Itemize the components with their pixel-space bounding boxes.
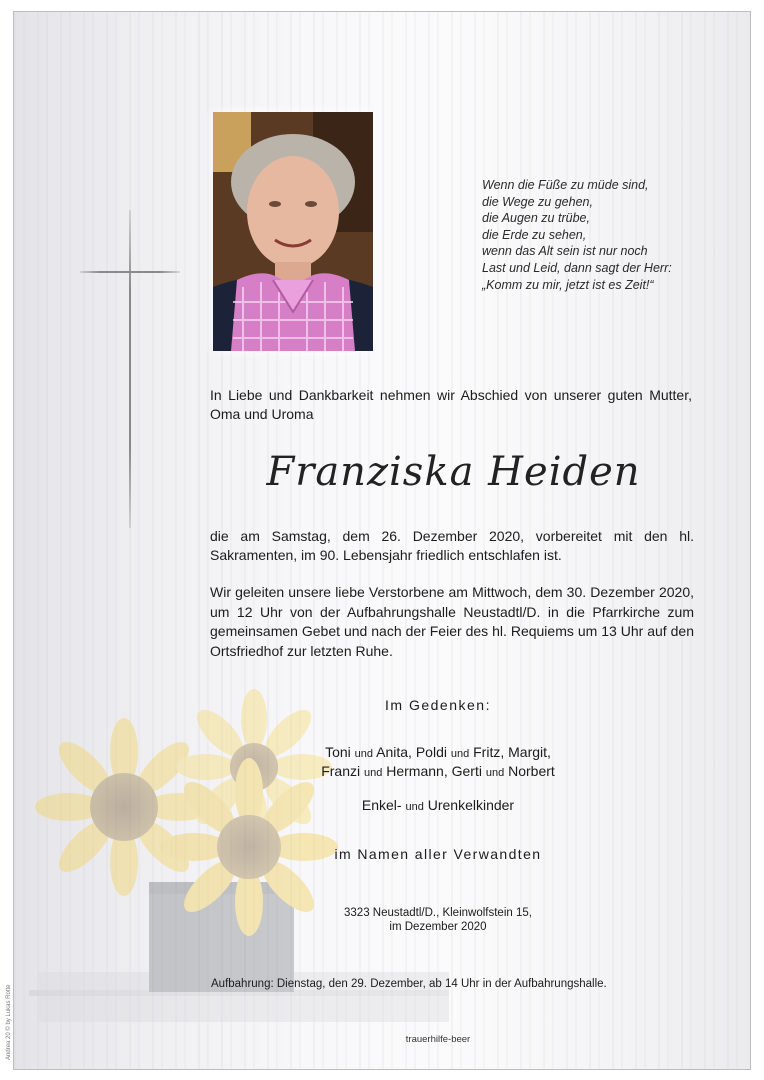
conjunction: und: [485, 767, 505, 779]
death-notice: die am Samstag, dem 26. Dezember 2020, vorbereitet mit den hl. Sakramenten, im 90. Lebensjahr friedlich entschlafen ist.: [210, 528, 694, 563]
family-name: Urenkelkinder: [427, 797, 515, 813]
family-line-2: [171, 763, 705, 779]
portrait-photo: [213, 112, 373, 351]
intro-text: In Liebe und Dankbarkeit nehmen wir Abschied von unserer guten Mutter, Oma und Uroma: [210, 387, 692, 422]
family-name: Enkel-: [361, 797, 402, 813]
quote-line: „Komm zu mir, jetzt ist es Zeit!“: [482, 277, 654, 292]
family-name: Norbert: [508, 763, 555, 779]
quote-line: Wenn die Füße zu müde sind,: [482, 178, 649, 192]
obituary-card: [13, 11, 751, 1070]
address-line-2: im Dezember 2020: [389, 921, 487, 933]
cross-icon: [129, 210, 131, 528]
conjunction: und: [364, 767, 383, 779]
family-line-1: [171, 744, 705, 760]
memory-heading: Im Gedenken:: [385, 697, 491, 713]
family-name: Poldi: [415, 744, 447, 760]
quote-line: Last und Leid, dann sagt der Herr:: [482, 260, 672, 275]
conjunction: und: [354, 748, 374, 760]
conjunction: und: [405, 801, 424, 813]
quote-poem: [482, 177, 732, 293]
brand-footer: trauerhilfe-beer: [405, 1034, 471, 1045]
quote-line: die Augen zu trübe,: [482, 211, 590, 226]
relatives-line: im Namen aller Verwandten: [334, 846, 542, 862]
quote-line: die Erde zu sehen,: [482, 227, 587, 242]
deceased-name: Franziska Heiden: [266, 449, 641, 495]
quote-line: die Wege zu gehen,: [482, 194, 593, 209]
family-name: Margit,: [508, 744, 551, 760]
side-credit: Andrea 20 © by Lukas Rotte: [6, 984, 12, 1060]
conjunction: und: [450, 748, 470, 760]
quote-line: wenn das Alt sein ist nur noch: [482, 244, 648, 259]
wake-notice: Aufbahrung: Dienstag, den 29. Dezember, ab 14 Uhr in der Aufbahrungshalle.: [211, 978, 607, 990]
sunflower-decoration: [29, 672, 449, 1070]
family-name: Toni: [325, 744, 351, 760]
family-name: Anita,: [376, 744, 412, 760]
family-line-3: [171, 797, 705, 813]
family-name: Gerti: [451, 763, 482, 779]
family-name: Hermann,: [386, 763, 448, 779]
family-name: Fritz,: [473, 744, 505, 760]
address-line-1: 3323 Neustadtl/D., Kleinwolfstein 15,: [344, 907, 532, 919]
cross-icon-bar: [80, 271, 180, 273]
funeral-notice: Wir geleiten unsere liebe Verstorbene am Mittwoch, dem 30. Dezember 2020, um 12 Uhr von der Aufbahrungshalle Neustadtl/D. in die Pfarrkirche zum gemeinsamen Gebet und nach der Feier des hl. Requiems um 13 Uhr auf den Ortsfriedhof zur letzten Ruhe.: [210, 584, 694, 659]
family-name: Franzi: [321, 763, 361, 779]
